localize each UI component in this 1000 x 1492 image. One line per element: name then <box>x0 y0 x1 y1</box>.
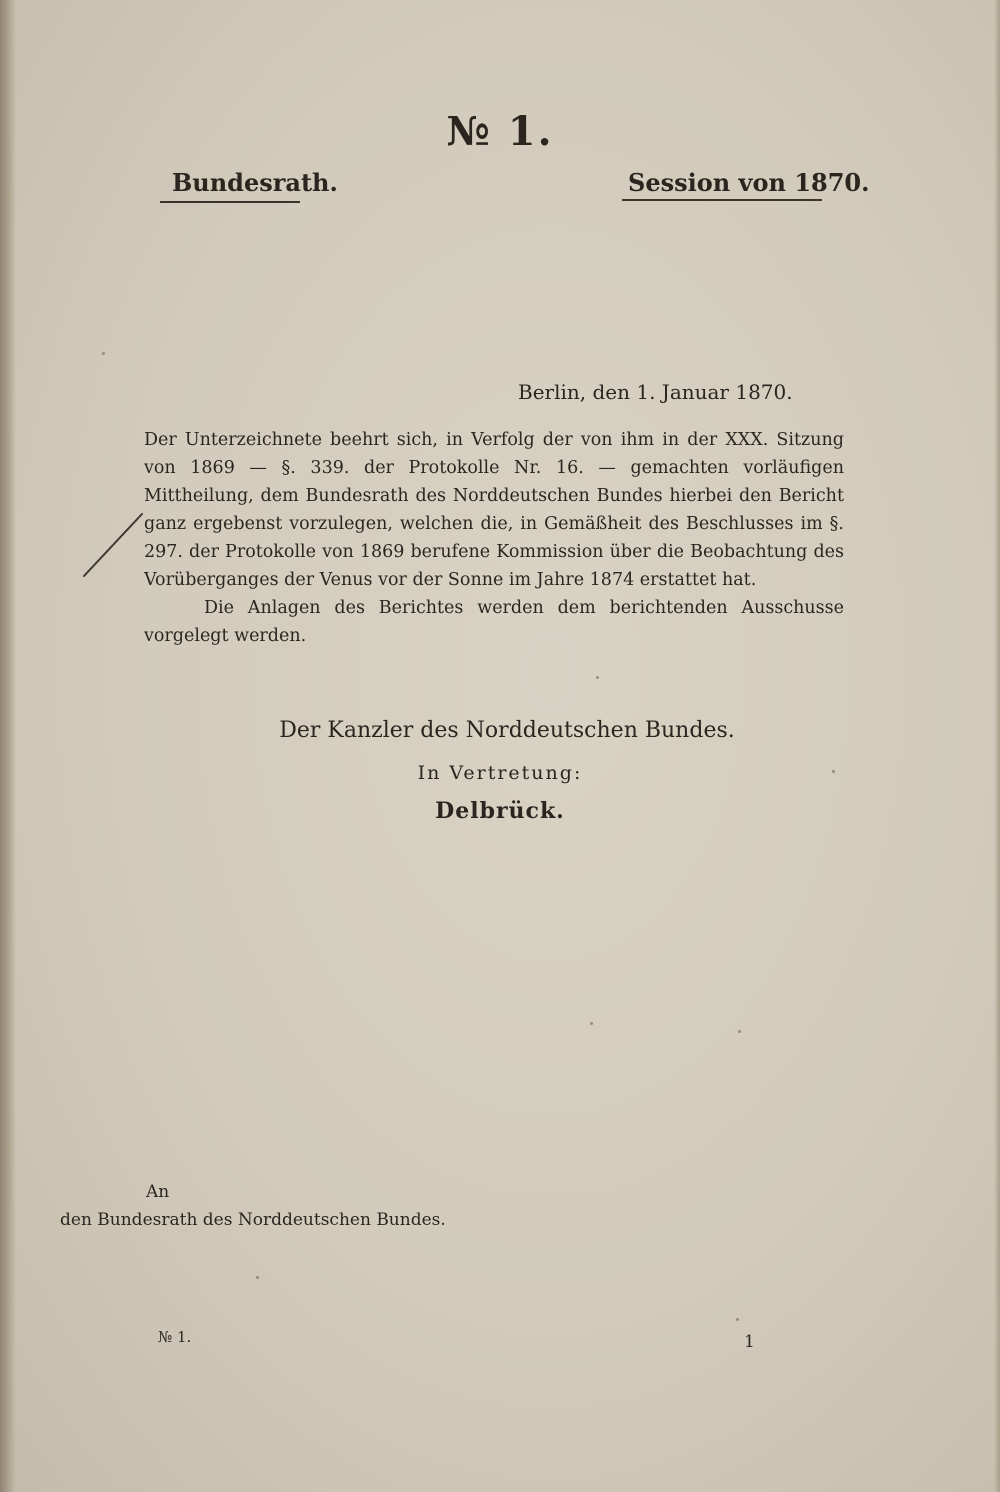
binding-spine <box>0 0 16 1492</box>
pencil-margin-mark <box>80 512 150 582</box>
signature-subtitle: In Vertretung: <box>417 762 583 784</box>
header-session: Session von 1870. <box>628 168 870 197</box>
header-bundesrath: Bundesrath. <box>172 168 338 197</box>
header-left-underline <box>160 201 300 203</box>
dateline: Berlin, den 1. Januar 1870. <box>518 380 793 404</box>
paper-speck <box>832 770 835 773</box>
header-right-underline <box>622 199 822 201</box>
body-paragraph-1: Der Unterzeichnete beehrt sich, in Verfolg der von ihm in der XXX. Sitzung von 1869 — §. 339. der Protokolle Nr. 16. — gemachten vorläufigen Mittheilung, dem Bundesrath des Norddeutschen Bundes hierbei den Bericht ganz ergebenst vorzulegen, welchen die, in Gemäßheit des Beschlusses im §. 297. der Protokolle von 1869 berufene Kommission über die Beobachtung des Vorüberganges der Venus vor der Sonne im Jahre 1874 erstattet hat. <box>144 430 844 590</box>
document-number: № 1. <box>446 108 554 155</box>
paper-speck <box>736 1318 739 1321</box>
paper-speck <box>256 1276 259 1279</box>
letter-body <box>144 426 844 650</box>
page-number: 1 <box>744 1332 755 1352</box>
paper-speck <box>596 676 599 679</box>
signature-name: Delbrück. <box>435 798 565 824</box>
address-line-2: den Bundesrath des Norddeutschen Bundes. <box>60 1210 446 1230</box>
paper-speck <box>590 1022 593 1025</box>
paper-speck <box>102 352 105 355</box>
signature-title: Der Kanzler des Norddeutschen Bundes. <box>279 718 735 743</box>
footer-document-number: № 1. <box>158 1328 192 1346</box>
body-paragraph-2: Die Anlagen des Berichtes werden dem berichtenden Ausschusse vorgelegt werden. <box>144 598 844 646</box>
address-line-1: An <box>146 1182 170 1202</box>
page-edge-shadow <box>994 0 1000 1492</box>
paper-speck <box>738 1030 741 1033</box>
